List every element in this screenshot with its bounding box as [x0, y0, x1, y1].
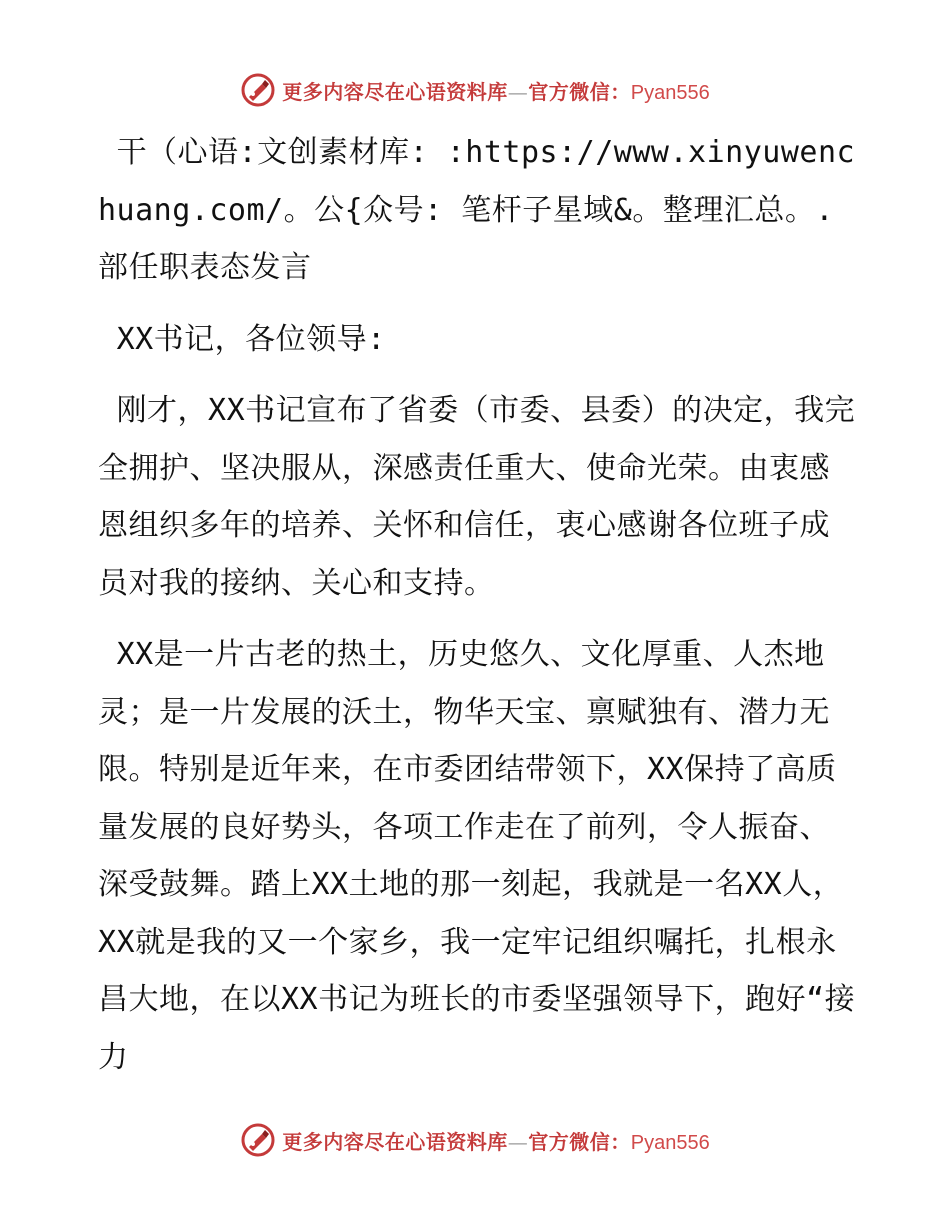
body-paragraph: XX是一片古老的热土，历史悠久、文化厚重、人杰地灵；是一片发展的沃土，物华天宝、禀赋独有、潜力无限。特别是近年来，在市委团结带领下，XX保持了高质量发展的良好势头，各项工作走在了前列，令人振奋、深受鼓舞。踏上XX土地的那一刻起，我就是一名XX人，XX就是我的又一个家乡，我一定牢记组织嘱托，扎根永昌大地，在以XX书记为班长的市委坚强领导下，跑好“接力	[98, 637, 856, 1075]
document-body	[98, 124, 858, 1100]
banner-official-label: 官方微信：	[528, 79, 631, 104]
banner-text	[282, 1126, 709, 1155]
brand-logo-icon	[240, 72, 276, 108]
brand-logo-icon	[240, 1122, 276, 1158]
banner-separator: —	[507, 1129, 529, 1154]
banner-separator: —	[507, 79, 529, 104]
banner-main-text: 更多内容尽在心语资料库	[282, 1129, 508, 1154]
salutation: XX书记，各位领导:	[98, 321, 386, 357]
header-watermark-banner	[0, 70, 950, 110]
banner-main-text: 更多内容尽在心语资料库	[282, 79, 508, 104]
banner-account: Pyan556	[630, 1131, 710, 1154]
body-paragraph: 刚才，XX书记宣布了省委（市委、县委）的决定，我完全拥护、坚决服从，深感责任重大、使命光荣。由衷感恩组织多年的培养、关怀和信任，衷心感谢各位班子成员对我的接纳、关心和支持。	[98, 393, 856, 601]
banner-account: Pyan556	[630, 81, 710, 104]
document-title-line: 干（心语:文创素材库: :https://www.xinyuwenchuang.com/。公{众号: 笔杆子星域&。整理汇总。.部任职表态发言	[98, 135, 856, 285]
banner-text	[282, 76, 709, 105]
banner-official-label: 官方微信：	[528, 1129, 631, 1154]
footer-watermark-banner	[0, 1120, 950, 1160]
